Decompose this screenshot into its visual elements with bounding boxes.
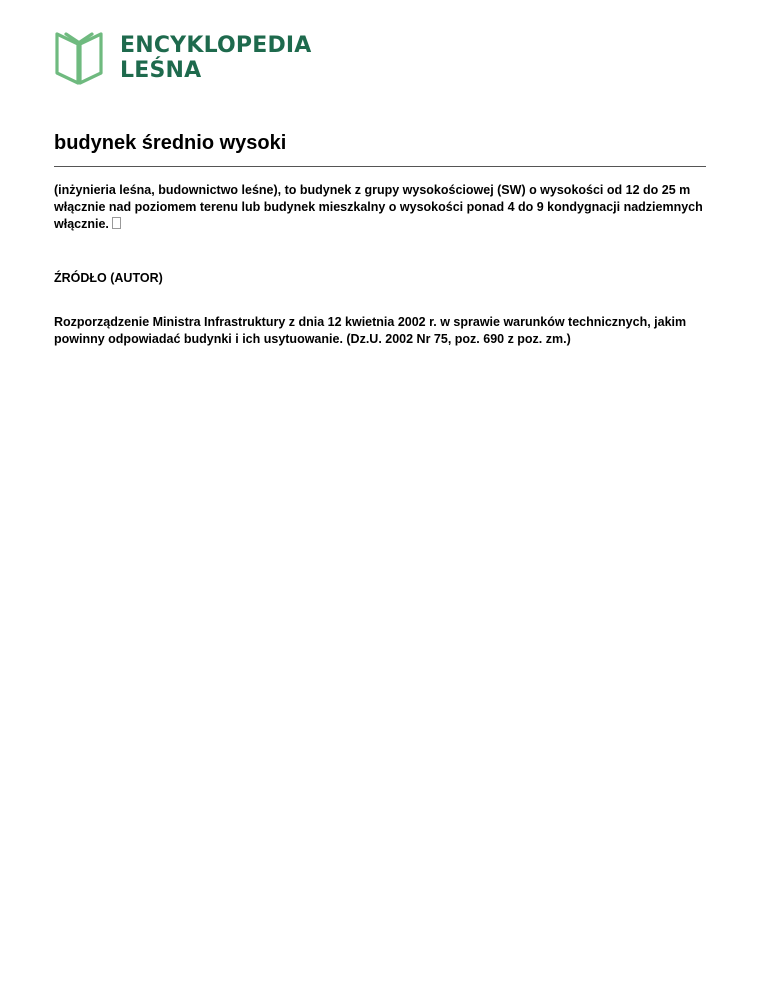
definition-text: (inżynieria leśna, budownictwo leśne), to budynek z grupy wysokościowej (SW) o wysokości od 12 do 25 m włącznie nad poziomem terenu lub budynek mieszkalny o wysokości ponad 4 do 9 kondygnacji nadziemnych włącznie. [54,183,703,231]
logo-line-2: LEŚNA [120,58,202,83]
logo-line-1: ENCYKLOPEDIA [120,33,312,58]
logo-wordmark [120,33,312,83]
missing-glyph-icon [112,217,121,229]
entry-title: budynek średnio wysoki [54,132,287,154]
source-heading: ŹRÓDŁO (AUTOR) [54,271,163,285]
source-text: Rozporządzenie Ministra Infrastruktury z dnia 12 kwietnia 2002 r. w sprawie warunków technicznych, jakim powinny odpowiadać budynki i ich usytuowanie. (Dz.U. 2002 Nr 75, poz. 690 z poz. zm.) [54,315,687,346]
title-divider [54,166,706,167]
entry-definition [54,182,714,233]
site-logo[interactable] [54,31,312,85]
open-book-icon [54,31,104,85]
